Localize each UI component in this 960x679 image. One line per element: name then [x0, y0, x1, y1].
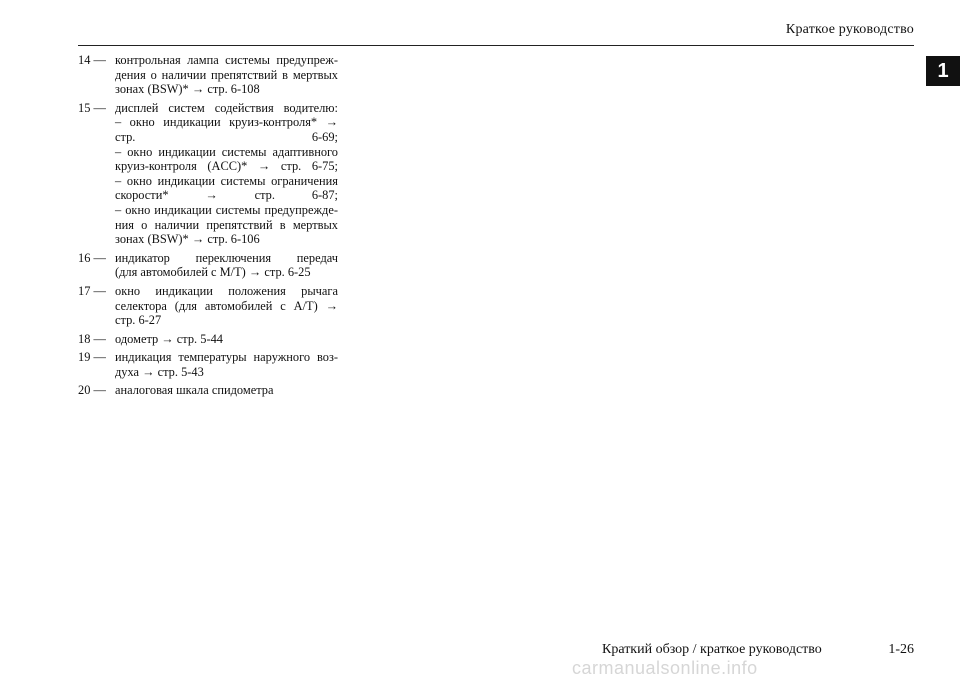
- legend-entry-line: скорости* → стр. 6-87;: [115, 188, 338, 203]
- legend-entry-line: индикация температуры наружного воз-: [115, 350, 338, 365]
- legend-entry: [78, 332, 338, 347]
- legend-entry: [78, 350, 338, 379]
- page-number: 1-26: [888, 642, 914, 657]
- page-header-title: Краткое руководство: [785, 22, 914, 37]
- legend-entry-number: 17 —: [78, 283, 106, 298]
- legend-entry: [78, 101, 338, 247]
- legend-entry-line: – окно индикации системы ограничения: [115, 173, 338, 188]
- legend-entry-text: [115, 101, 338, 247]
- legend-entry-line: окно индикации положения рычага: [115, 283, 338, 298]
- footer-section-title: Краткий обзор / краткое руководство: [602, 642, 822, 657]
- legend-entry-line: одометр → стр. 5-44: [115, 331, 223, 346]
- callout-legend-list: [78, 53, 338, 402]
- legend-entry-line: ния о наличии препятствий в мертвых: [115, 217, 338, 232]
- legend-entry-number: 15 —: [78, 100, 106, 115]
- legend-entry-line: духа → стр. 5-43: [115, 364, 204, 379]
- legend-entry-line: (для автомобилей с M/T) → стр. 6-25: [115, 265, 311, 280]
- legend-entry-line: индикатор переключения передач: [115, 250, 338, 265]
- legend-entry: [78, 53, 338, 97]
- legend-entry: [78, 284, 338, 328]
- legend-entry-text: [115, 53, 338, 97]
- legend-entry-line: селектора (для автомобилей с A/T) →: [115, 298, 338, 313]
- legend-entry-line: дения о наличии препятствий в мертвых: [115, 67, 338, 82]
- legend-entry-text: [115, 251, 338, 280]
- legend-entry-line: – окно индикации системы адаптивного: [115, 144, 338, 159]
- legend-entry-text: [115, 332, 338, 347]
- legend-entry-line: контрольная лампа системы предупреж-: [115, 53, 338, 67]
- page-footer: [602, 642, 914, 658]
- legend-entry-line: – окно индикации системы предупрежде-: [115, 202, 338, 217]
- legend-entry-line: стр. 6-69;: [115, 129, 338, 144]
- legend-entry-line: зонах (BSW)* → стр. 6-106: [115, 232, 260, 247]
- legend-entry: [78, 251, 338, 280]
- legend-entry: [78, 383, 338, 398]
- legend-entry-line: аналоговая шкала спидометра: [115, 383, 274, 398]
- legend-entry-line: дисплей систем содействия водителю:: [115, 100, 338, 115]
- legend-entry-number: 18 —: [78, 331, 106, 346]
- chapter-tab: 1: [926, 56, 960, 86]
- legend-entry-number: 14 —: [78, 53, 106, 67]
- legend-entry-line: стр. 6-27: [115, 313, 162, 328]
- legend-entry-number: 16 —: [78, 250, 106, 265]
- legend-entry-line: – окно индикации круиз-контроля* →: [115, 115, 338, 130]
- header-rule: [78, 45, 914, 46]
- legend-entry-text: [115, 284, 338, 328]
- legend-entry-text: [115, 350, 338, 379]
- legend-entry-line: зонах (BSW)* → стр. 6-108: [115, 82, 260, 97]
- legend-entry-number: 19 —: [78, 350, 106, 365]
- legend-entry-number: 20 —: [78, 383, 106, 398]
- legend-entry-line: круиз-контроля (ACC)* → стр. 6-75;: [115, 159, 338, 174]
- legend-entry-text: [115, 383, 338, 398]
- watermark: carmanualsonline.info: [572, 658, 758, 678]
